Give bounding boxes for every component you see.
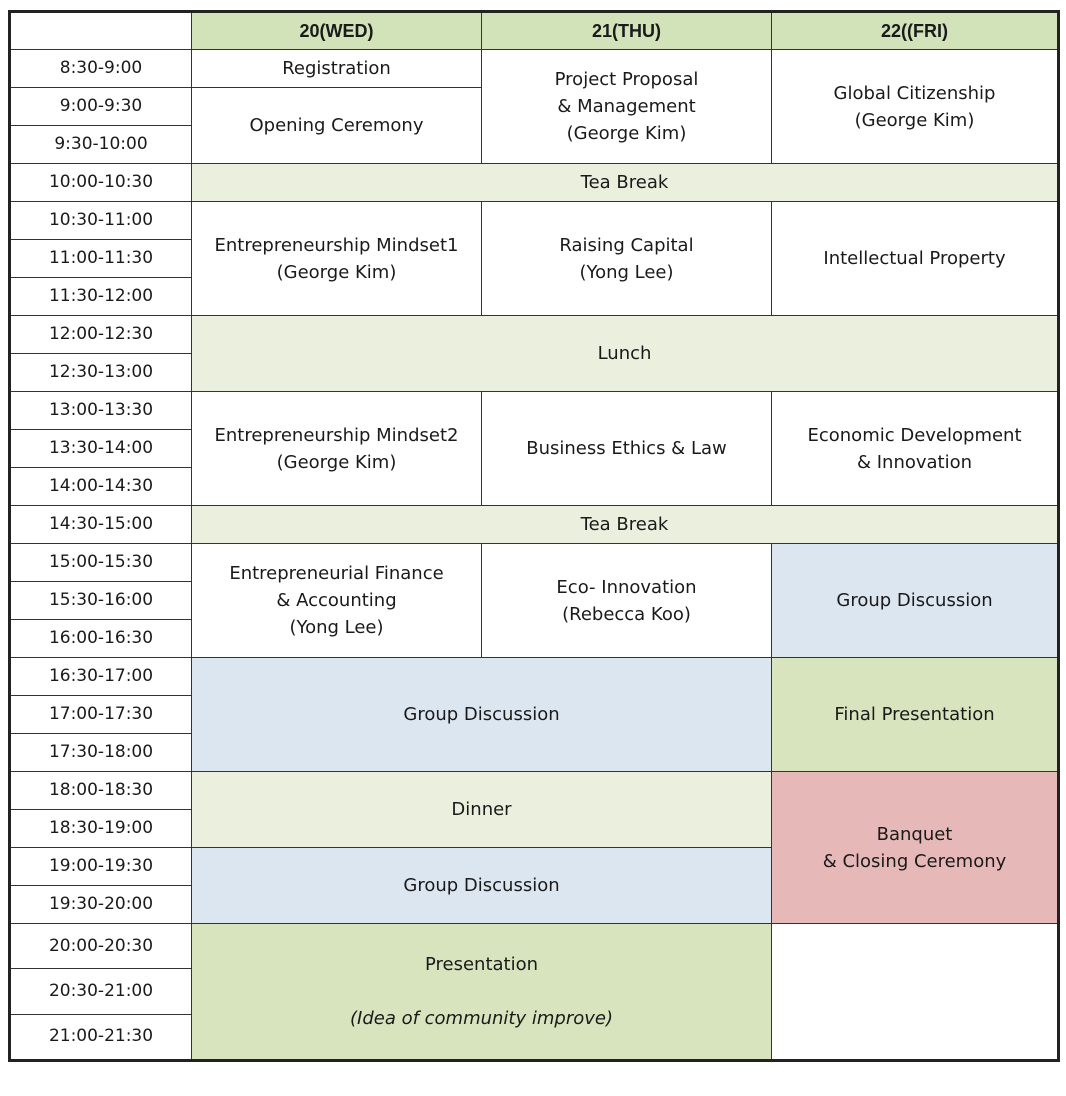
time-slot: 17:00-17:30 (10, 696, 192, 734)
header-row (10, 12, 1059, 50)
header-day-fri: 22((FRI) (772, 12, 1059, 50)
time-slot: 15:00-15:30 (10, 544, 192, 582)
time-slot: 17:30-18:00 (10, 734, 192, 772)
session-group-discussion-fri: Group Discussion (772, 544, 1059, 658)
time-slot: 14:00-14:30 (10, 468, 192, 506)
session-registration: Registration (192, 50, 482, 88)
session-mindset2: Entrepreneurship Mindset2 (George Kim) (192, 392, 482, 506)
session-business-ethics: Business Ethics & Law (482, 392, 772, 506)
session-group-discussion-evening: Group Discussion (192, 848, 772, 924)
session-lunch: Lunch (192, 316, 1059, 392)
time-slot: 15:30-16:00 (10, 582, 192, 620)
session-tea-break-afternoon: Tea Break (192, 506, 1059, 544)
table-row (10, 772, 1059, 810)
session-banquet: Banquet & Closing Ceremony (772, 772, 1059, 924)
presentation-subtitle: (Idea of community improve) (349, 1008, 613, 1029)
time-slot: 11:30-12:00 (10, 278, 192, 316)
session-eco-innovation: Eco- Innovation (Rebecca Koo) (482, 544, 772, 658)
time-slot: 18:30-19:00 (10, 810, 192, 848)
time-slot: 9:30-10:00 (10, 126, 192, 164)
header-day-wed: 20(WED) (192, 12, 482, 50)
time-slot: 20:30-21:00 (10, 969, 192, 1014)
time-slot: 14:30-15:00 (10, 506, 192, 544)
table-row (10, 202, 1059, 240)
time-slot: 11:00-11:30 (10, 240, 192, 278)
time-slot: 20:00-20:30 (10, 924, 192, 969)
session-opening-ceremony: Opening Ceremony (192, 88, 482, 164)
table-row (10, 544, 1059, 582)
time-slot: 13:00-13:30 (10, 392, 192, 430)
header-day-thu: 21(THU) (482, 12, 772, 50)
time-slot: 16:30-17:00 (10, 658, 192, 696)
session-finance-accounting: Entrepreneurial Finance & Accounting (Yong Lee) (192, 544, 482, 658)
time-slot: 12:30-13:00 (10, 354, 192, 392)
session-final-presentation: Final Presentation (772, 658, 1059, 772)
session-global-citizenship: Global Citizenship (George Kim) (772, 50, 1059, 164)
time-slot: 19:00-19:30 (10, 848, 192, 886)
session-dinner: Dinner (192, 772, 772, 848)
session-economic-development: Economic Development & Innovation (772, 392, 1059, 506)
session-group-discussion-afternoon: Group Discussion (192, 658, 772, 772)
table-row (10, 50, 1059, 88)
corner-cell (10, 12, 192, 50)
table-row (10, 506, 1059, 544)
time-slot: 13:30-14:00 (10, 430, 192, 468)
time-slot: 9:00-9:30 (10, 88, 192, 126)
table-row (10, 164, 1059, 202)
time-slot: 10:00-10:30 (10, 164, 192, 202)
presentation-title: Presentation (424, 954, 539, 975)
session-mindset1: Entrepreneurship Mindset1 (George Kim) (192, 202, 482, 316)
time-slot: 18:00-18:30 (10, 772, 192, 810)
table-row (10, 924, 1059, 969)
time-slot: 21:00-21:30 (10, 1014, 192, 1060)
session-project-proposal: Project Proposal & Management (George Kim) (482, 50, 772, 164)
time-slot: 16:00-16:30 (10, 620, 192, 658)
empty-cell (772, 924, 1059, 1061)
time-slot: 19:30-20:00 (10, 886, 192, 924)
session-presentation (192, 924, 772, 1061)
table-row (10, 392, 1059, 430)
time-slot: 8:30-9:00 (10, 50, 192, 88)
session-intellectual-property: Intellectual Property (772, 202, 1059, 316)
time-slot: 12:00-12:30 (10, 316, 192, 354)
session-raising-capital: Raising Capital (Yong Lee) (482, 202, 772, 316)
table-row (10, 658, 1059, 696)
schedule-table (8, 10, 1060, 1062)
table-row (10, 316, 1059, 354)
time-slot: 10:30-11:00 (10, 202, 192, 240)
session-tea-break-morning: Tea Break (192, 164, 1059, 202)
